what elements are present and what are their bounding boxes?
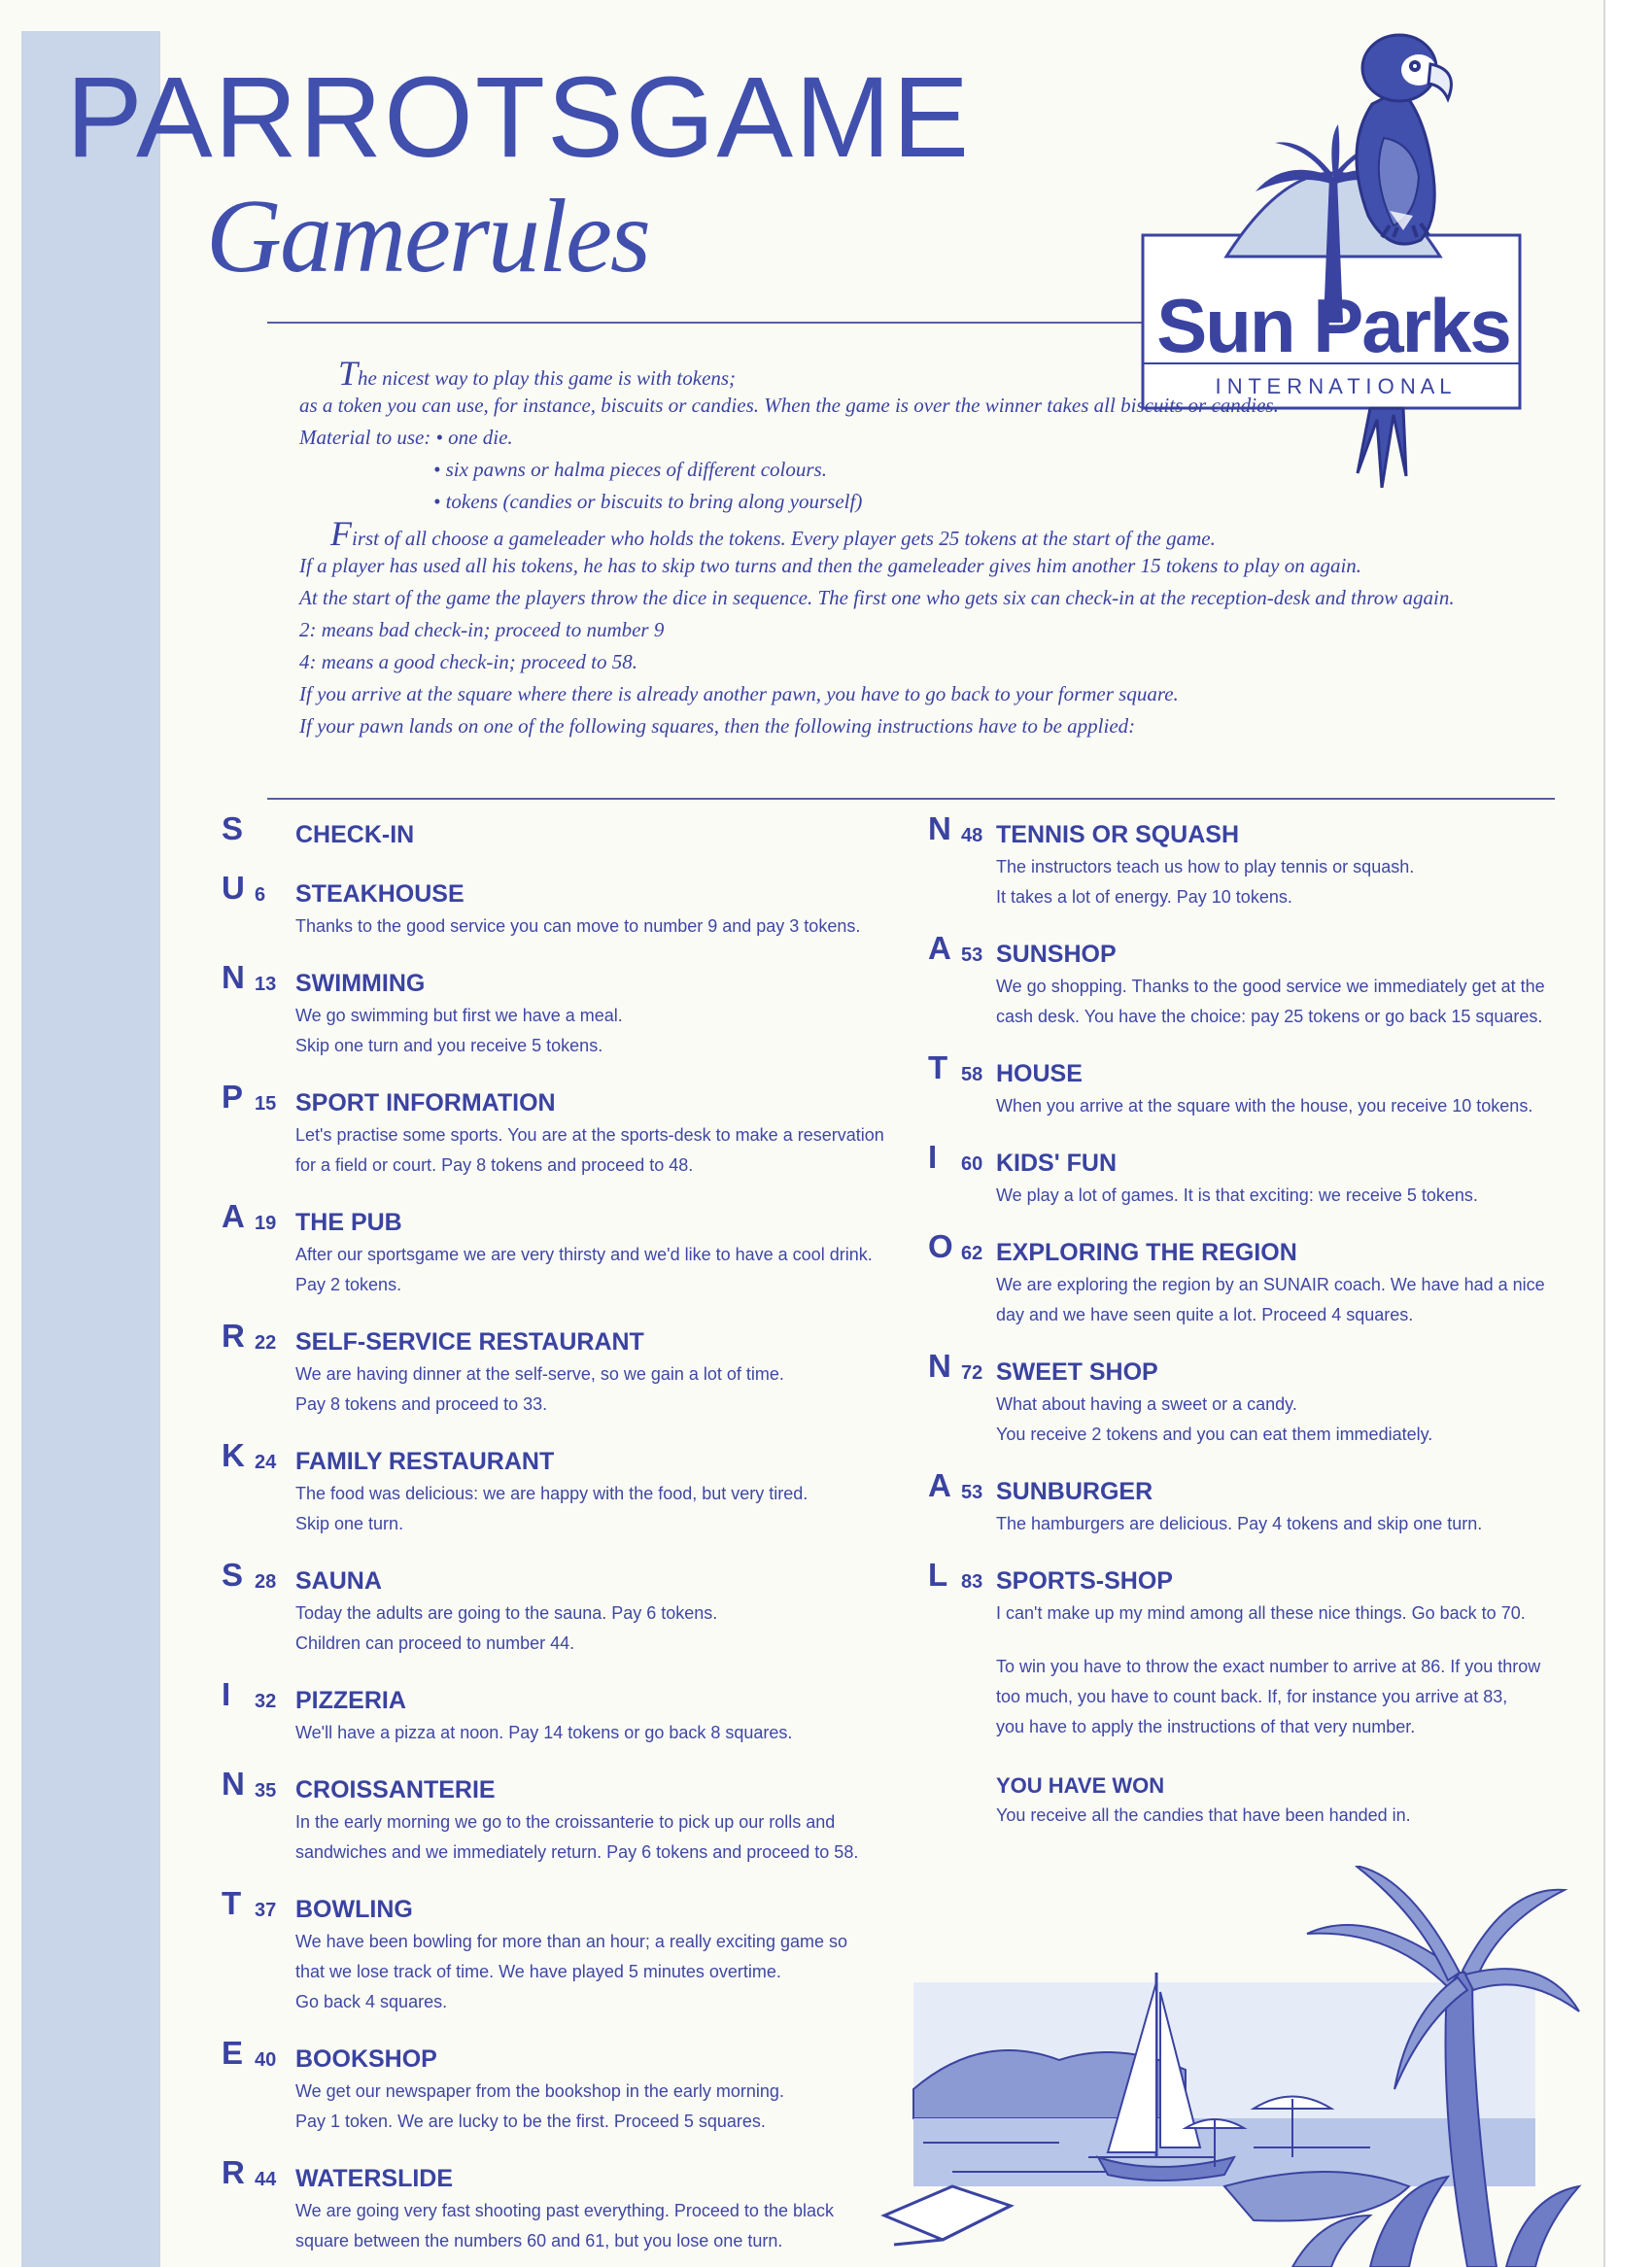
intro-line: The nicest way to play this game is with tokens; (338, 354, 737, 393)
entry-letter: A (222, 1198, 245, 1234)
divider-middle (267, 798, 1555, 800)
intro-line: If you arrive at the square where there is already another pawn, you have to go back to your former square. (299, 682, 1179, 705)
entry-description (996, 972, 1545, 1032)
entry-description-line: The instructors teach us how to play tennis or squash. (996, 857, 1415, 876)
entry-title: CHECK-IN (295, 821, 415, 848)
entry-description-line: Today the adults are going to the sauna. Pay 6 tokens. (295, 1603, 718, 1623)
entry-description (295, 1598, 717, 1659)
win-instructions: To win you have to throw the exact number to arrive at 86. If you throw too much, you have to count back. If, for instance you arrive at 83, you have to apply the instructions of that very number. (996, 1657, 1541, 1736)
entry-letter: N (928, 1348, 951, 1384)
entry-description-line: Skip one turn. (295, 1514, 404, 1533)
entry-letter: A (928, 1467, 951, 1503)
entry-description (295, 1927, 847, 2017)
entry-letter: I (222, 1676, 231, 1712)
entry-description-line: When you arrive at the square with the house, you receive 10 tokens. (996, 1096, 1533, 1116)
entry-description (295, 2196, 834, 2256)
entry-title: SUNBURGER (996, 1478, 1153, 1505)
entry-number: 58 (961, 1064, 983, 1085)
page-edge (1603, 0, 1652, 2267)
entry-description-line: day and we have seen quite a lot. Proceed 4 squares. (996, 1305, 1414, 1324)
entry-title: SWIMMING (295, 970, 426, 997)
entry-letter: N (222, 959, 245, 995)
won-text: You receive all the candies that have been handed in. (996, 1805, 1411, 1825)
entry-number: 32 (255, 1691, 277, 1712)
entry-description-line: square between the numbers 60 and 61, but you lose one turn. (295, 2231, 783, 2250)
entry-letter: T (928, 1049, 948, 1085)
entry-description-line: You receive 2 tokens and you can eat them immediately. (996, 1425, 1433, 1444)
entry-description-line: After our sportsgame we are very thirsty and we'd like to have a cool drink. (295, 1245, 873, 1264)
entry-description-line: cash desk. You have the choice: pay 25 tokens or go back 15 squares. (996, 1007, 1543, 1026)
entry-description-line: We are having dinner at the self-serve, so we gain a lot of time. (295, 1364, 784, 1384)
entry-description-line: Let's practise some sports. You are at the sports-desk to make a reservation (295, 1125, 884, 1145)
intro-line: First of all choose a gameleader who holds the tokens. Every player gets 25 tokens at the start of the game. (330, 514, 1216, 553)
entry-letter: O (928, 1228, 953, 1264)
intro-line: as a token you can use, for instance, biscuits or candies. When the game is over the winner takes all biscuits or candies. (299, 394, 1279, 417)
entry-number: 83 (961, 1571, 983, 1593)
intro-line: • tokens (candies or biscuits to bring along yourself) (433, 490, 863, 513)
entry-description-line: Go back 4 squares. (295, 1992, 448, 2011)
intro-line: • six pawns or halma pieces of different colours. (433, 458, 827, 481)
entry-description-line: Skip one turn and you receive 5 tokens. (295, 1036, 603, 1055)
page-title: PARROTSGAME (66, 53, 972, 182)
entry-description-line: We go shopping. Thanks to the good service we immediately get at the (996, 977, 1545, 996)
entry-description-line: The hamburgers are delicious. Pay 4 tokens and skip one turn. (996, 1514, 1483, 1533)
intro-line: 4: means a good check-in; proceed to 58. (299, 650, 637, 673)
entry-description (295, 1479, 808, 1539)
entry-description-line: We get our newspaper from the bookshop in the early morning. (295, 2081, 784, 2101)
entry-description (295, 1001, 623, 1061)
entry-description (295, 1807, 858, 1868)
entry-description-line: that we lose track of time. We have played 5 minutes overtime. (295, 1962, 781, 1981)
entry-title: EXPLORING THE REGION (996, 1239, 1297, 1266)
entry-description-line: We are going very fast shooting past everything. Proceed to the black (295, 2201, 834, 2220)
entry-description-line: The food was delicious: we are happy with the food, but very tired. (295, 1484, 809, 1503)
entry-number: 15 (255, 1093, 277, 1115)
entry-description (996, 1598, 1526, 1629)
entry-title: SAUNA (295, 1567, 382, 1595)
entry-description-line: Children can proceed to number 44. (295, 1633, 575, 1653)
entry-number: 53 (961, 1482, 983, 1503)
entry-letter: U (222, 870, 245, 906)
entry-number: 62 (961, 1243, 983, 1264)
entry-description (996, 1091, 1532, 1121)
entry-title: SELF-SERVICE RESTAURANT (295, 1328, 644, 1356)
entry-description (295, 1120, 884, 1181)
page-subtitle: Gamerules (206, 179, 649, 294)
entry-number: 24 (255, 1452, 277, 1473)
entry-letter: S (222, 810, 244, 846)
entry-description (295, 1240, 873, 1300)
entry-description (996, 1270, 1545, 1330)
logo-brand: Sun Parks (1156, 283, 1510, 368)
entry-title: PIZZERIA (295, 1687, 406, 1714)
entry-description-line: We have been bowling for more than an hour; a really exciting game so (295, 1932, 847, 1951)
entry-letter: N (928, 810, 951, 846)
entry-number: 60 (961, 1153, 983, 1175)
intro-line: Material to use: • one die. (299, 426, 513, 449)
entry-description-line: Thanks to the good service you can move to number 9 and pay 3 tokens. (295, 916, 861, 936)
entry-title: WATERSLIDE (295, 2165, 454, 2192)
entry-number: 6 (255, 884, 266, 906)
entry-title: SPORTS-SHOP (996, 1567, 1173, 1595)
entry-letter: L (928, 1557, 948, 1593)
entry-letter: R (222, 2154, 245, 2190)
entry-description-line: I can't make up my mind among all these nice things. Go back to 70. (996, 1603, 1526, 1623)
logo-tagline: I N T E R N A T I O N A L (1215, 374, 1452, 398)
entry-number: 40 (255, 2049, 277, 2071)
entry-title: STEAKHOUSE (295, 880, 465, 908)
entry-title: FAMILY RESTAURANT (295, 1448, 555, 1475)
entry-description-line: It takes a lot of energy. Pay 10 tokens. (996, 887, 1292, 907)
entry-description-line: Pay 2 tokens. (295, 1275, 402, 1294)
entry-description (996, 1181, 1478, 1211)
entry-description (295, 2077, 784, 2137)
entry-description-line: for a field or court. Pay 8 tokens and proceed to 48. (295, 1155, 694, 1175)
entry-description-line: Pay 1 token. We are lucky to be the first. Proceed 5 squares. (295, 2112, 766, 2131)
entry-description-line: What about having a sweet or a candy. (996, 1394, 1297, 1414)
entry-number: 72 (961, 1362, 983, 1384)
entry-letter: N (222, 1766, 245, 1802)
entry-number: 19 (255, 1213, 277, 1234)
entry-number: 48 (961, 825, 983, 846)
intro-line: At the start of the game the players throw the dice in sequence. The first one who gets six can check-in at the reception-desk and throw again. (299, 586, 1455, 609)
entry-description (996, 1509, 1482, 1539)
entry-number: 22 (255, 1332, 277, 1354)
entry-description (996, 852, 1414, 912)
entry-description (996, 1390, 1432, 1450)
entry-title: THE PUB (295, 1209, 402, 1236)
entry-number: 37 (255, 1900, 277, 1921)
entry-description-line: We'll have a pizza at noon. Pay 14 tokens or go back 8 squares. (295, 1723, 793, 1742)
entry-description-line: We go swimming but first we have a meal. (295, 1006, 623, 1025)
intro-line: If your pawn lands on one of the following squares, then the following instructions have to be applied: (299, 714, 1136, 738)
entry-title: SWEET SHOP (996, 1358, 1158, 1386)
entry-description (295, 1359, 784, 1420)
entry-title: KIDS' FUN (996, 1150, 1117, 1177)
entry-letter: K (222, 1437, 245, 1473)
entry-number: 35 (255, 1780, 277, 1802)
side-strip (21, 31, 160, 2267)
entry-number: 53 (961, 945, 983, 966)
entry-description-line: Pay 8 tokens and proceed to 33. (295, 1394, 548, 1414)
entry-title: BOOKSHOP (295, 2045, 437, 2073)
intro-text (299, 354, 1524, 742)
entry-title: CROISSANTERIE (295, 1776, 496, 1803)
intro-line: If a player has used all his tokens, he has to skip two turns and then the gameleader gives him another 15 tokens to play on again. (299, 554, 1362, 577)
entry-number: 28 (255, 1571, 277, 1593)
entry-letter: A (928, 930, 951, 966)
entry-description (295, 911, 860, 942)
entry-letter: R (222, 1318, 245, 1354)
entry-title: BOWLING (295, 1896, 413, 1923)
entry-title: TENNIS OR SQUASH (996, 821, 1240, 848)
entry-description-line: sandwiches and we immediately return. Pay 6 tokens and proceed to 58. (295, 1842, 859, 1862)
entry-description-line: We are exploring the region by an SUNAIR coach. We have had a nice (996, 1275, 1545, 1294)
entry-letter: P (222, 1079, 244, 1115)
entry-number: 13 (255, 974, 277, 995)
won-heading: YOU HAVE WON (996, 1773, 1165, 1798)
entry-letter: I (928, 1139, 938, 1175)
entry-letter: E (222, 2035, 244, 2071)
entry-title: HOUSE (996, 1060, 1083, 1087)
entry-letter: S (222, 1557, 244, 1593)
entry-description-line: We play a lot of games. It is that exciting: we receive 5 tokens. (996, 1185, 1478, 1205)
entry-description (295, 1718, 792, 1748)
entry-title: SPORT INFORMATION (295, 1089, 556, 1116)
divider-top (267, 322, 1142, 324)
entry-title: SUNSHOP (996, 941, 1117, 968)
beach-illustration (865, 1866, 1584, 2267)
entry-number: 44 (255, 2169, 277, 2190)
intro-line: 2: means bad check-in; proceed to number 9 (299, 618, 665, 641)
entry-description-line: In the early morning we go to the croissanterie to pick up our rolls and (295, 1812, 836, 1832)
entry-letter: T (222, 1885, 242, 1921)
